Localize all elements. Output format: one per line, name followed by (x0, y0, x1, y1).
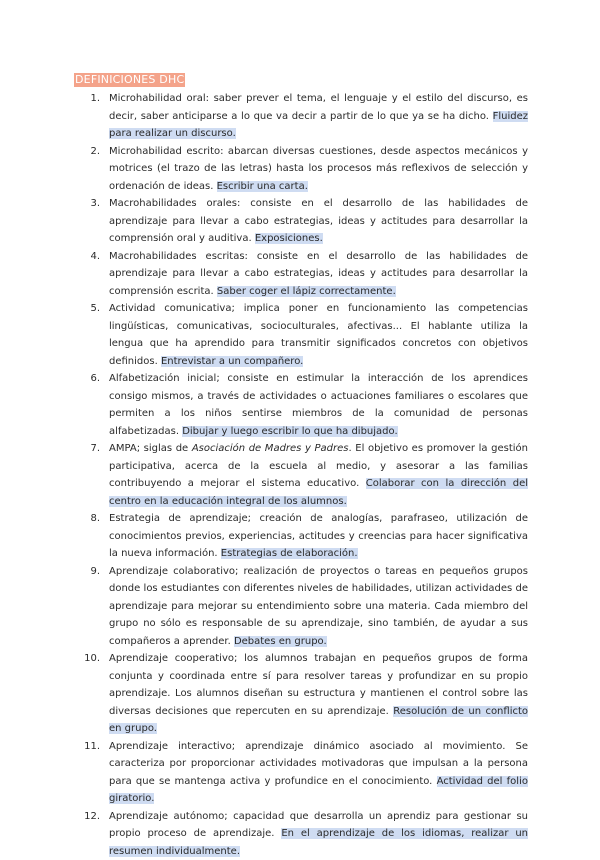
item-number: 12. (74, 808, 100, 826)
list-item (109, 300, 528, 370)
item-text-pre: AMPA; siglas de (109, 443, 192, 454)
item-example-highlight: Actividad del folio giratorio. (109, 776, 528, 805)
item-number: 8. (74, 510, 100, 528)
list-item (109, 510, 528, 563)
item-number: 4. (74, 248, 100, 266)
item-example-highlight: Saber coger el lápiz correctamente. (217, 286, 396, 297)
item-text: Alfabetización inicial; consiste en estimular la interacción de los aprendices consigo mismos, a través de actividades o actuaciones familiares o escolares que permiten a los niños sentirse miembros de la comunidad de personas alfabetizadas. (109, 373, 528, 437)
item-number: 3. (74, 195, 100, 213)
item-text: Estrategia de aprendizaje; creación de analogías, parafraseo, utilización de conocimientos previos, experiencias, actitudes y creencias para hacer significativa la nueva información. (109, 513, 528, 559)
item-number: 5. (74, 300, 100, 318)
list-item (109, 563, 528, 651)
list-item (109, 440, 528, 510)
item-number: 10. (74, 650, 100, 668)
item-example-highlight: Entrevistar a un compañero. (161, 356, 303, 367)
item-text-italic: Asociación de Madres y Padres (192, 443, 349, 454)
list-item (109, 808, 528, 860)
definitions-list (74, 90, 528, 860)
item-text: Actividad comunicativa; implica poner en funcionamiento las competencias lingüísticas, comunicativas, socioculturales, afectivas... El hablante utiliza la lengua que ha aprendido para transmitir significados concretos con objetivos definidos. (109, 303, 528, 367)
document-title: DEFINICIONES DHC (74, 73, 185, 87)
item-number: 11. (74, 738, 100, 756)
item-example-highlight: En el aprendizaje de los idiomas, realizar un resumen individualmente. (109, 828, 528, 857)
item-text: Aprendizaje interactivo; aprendizaje dinámico asociado al movimiento. Se caracteriza por proporcionar actividades motivadoras que impulsan a la persona para que se mantenga activa y profundice en el conocimiento. (109, 741, 528, 787)
list-item (109, 143, 528, 196)
item-example-highlight: Debates en grupo. (234, 636, 327, 647)
item-number: 9. (74, 563, 100, 581)
list-item (109, 195, 528, 248)
item-text: Macrohabilidades orales: consiste en el desarrollo de las habilidades de aprendizaje para llevar a cabo estrategias, ideas y actitudes para desarrollar la comprensión oral y auditiva. (109, 198, 528, 244)
item-text: Microhabilidad escrito: abarcan diversas cuestiones, desde aspectos mecánicos y motrices (el trazo de las letras) hasta los procesos más reflexivos de selección y ordenación de ideas. (109, 146, 528, 192)
item-example-highlight: Estrategias de elaboración. (221, 548, 358, 559)
item-example-highlight: Resolución de un conflicto en grupo. (109, 706, 528, 735)
list-item (109, 370, 528, 440)
list-item (109, 90, 528, 143)
list-item (109, 738, 528, 808)
item-number: 7. (74, 440, 100, 458)
item-text: Microhabilidad oral: saber prever el tema, el lenguaje y el estilo del discurso, es decir, saber anticiparse a lo que va decir a partir de lo que ya se ha dicho. (109, 93, 528, 122)
item-text: Aprendizaje cooperativo; los alumnos trabajan en pequeños grupos de forma conjunta y coordinada entre sí para resolver tareas y profundizar en su propio aprendizaje. Los alumnos diseñan su estructura y mantienen el control sobre las diversas decisiones que repercuten en su aprendizaje. (109, 653, 528, 717)
item-text: Aprendizaje autónomo; capacidad que desarrolla un aprendiz para gestionar su propio proceso de aprendizaje. (109, 811, 528, 840)
item-text: Aprendizaje colaborativo; realización de proyectos o tareas en pequeños grupos donde los estudiantes con diferentes niveles de habilidades, utilizan actividades de aprendizaje para mejorar su entendimiento sobre una materia. Cada miembro del grupo no sólo es responsable de su aprendizaje, sino también, de ayudar a sus compañeros a aprender. (109, 566, 528, 647)
item-example-highlight: Colaborar con la dirección del centro en la educación integral de los alumnos. (109, 478, 528, 507)
item-number: 1. (74, 90, 100, 108)
item-text: Macrohabilidades escritas: consiste en el desarrollo de las habilidades de aprendizaje para llevar a cabo estrategias, ideas y actitudes para desarrollar la comprensión escrita. (109, 251, 528, 297)
item-example-highlight: Escribir una carta. (217, 181, 308, 192)
list-item (109, 650, 528, 738)
item-example-highlight: Fluidez para realizar un discurso. (109, 111, 528, 140)
item-number: 2. (74, 143, 100, 161)
item-example-highlight: Dibujar y luego escribir lo que ha dibujado. (182, 426, 397, 437)
item-number: 6. (74, 370, 100, 388)
list-item (109, 248, 528, 301)
item-example-highlight: Exposiciones. (255, 233, 323, 244)
item-text: . El objetivo es promover la gestión participativa, acerca de la escuela al medio, y asesorar a las familias contribuyendo a mejorar el sistema educativo. (109, 443, 528, 489)
